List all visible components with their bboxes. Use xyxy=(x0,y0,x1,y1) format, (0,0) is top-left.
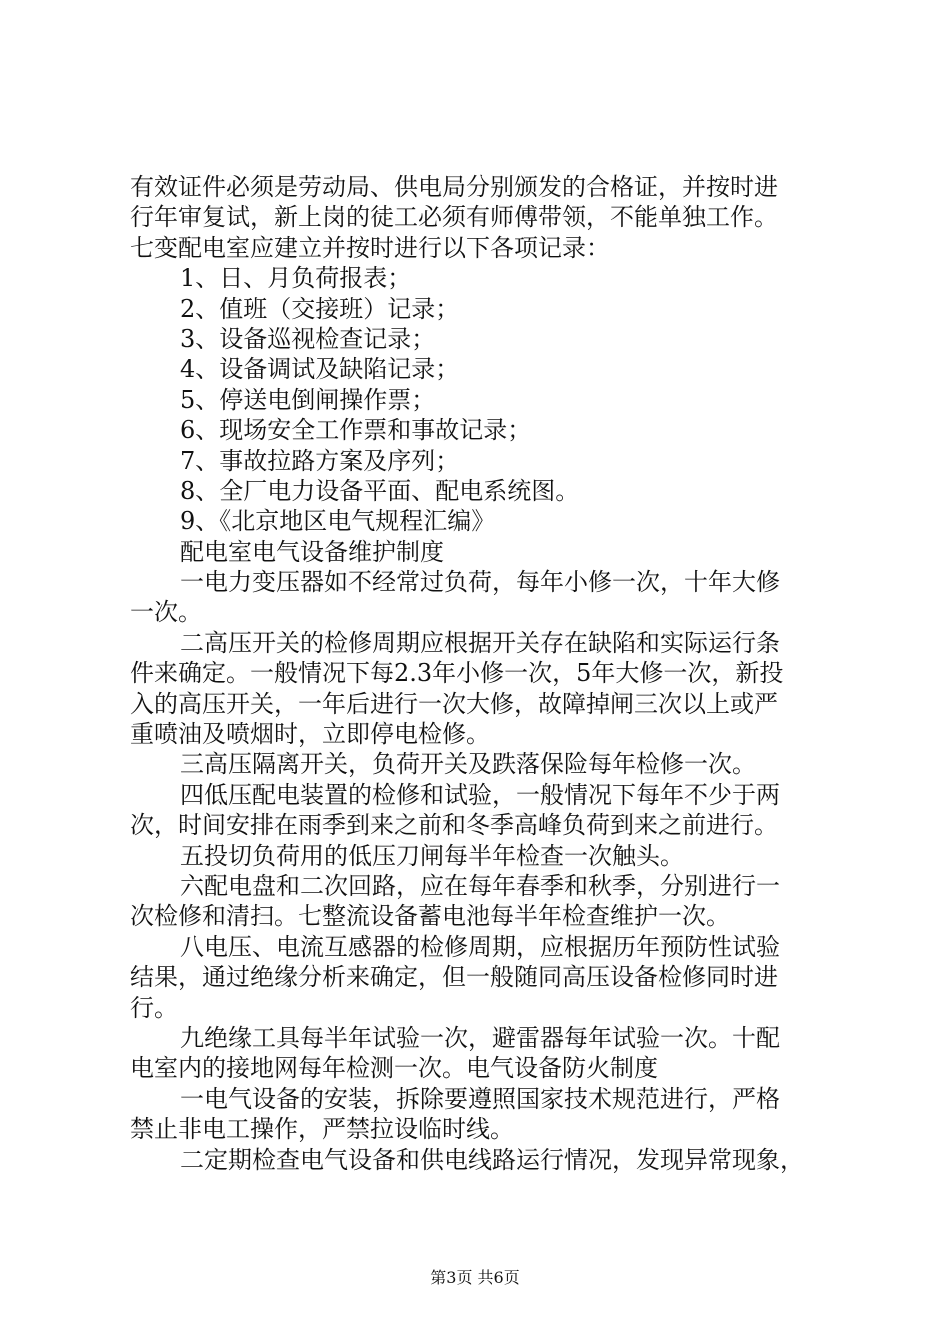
paragraph-line: 结果，通过绝缘分析来确定，但一般随同高压设备检修同时进 xyxy=(130,963,778,992)
paragraph-line: 7、事故拉路方案及序列； xyxy=(180,446,460,475)
paragraph-line: 重喷油及喷烟时，立即停电检修。 xyxy=(130,720,490,749)
paragraph-line: 七变配电室应建立并按时进行以下各项记录： xyxy=(130,233,610,262)
paragraph-line: 禁止非电工操作，严禁拉设临时线。 xyxy=(130,1115,514,1144)
page-number-label: 第3页 共6页 xyxy=(430,1268,520,1287)
paragraph-line: 8、全厂电力设备平面、配电系统图。 xyxy=(180,476,580,505)
paragraph-line: 3、设备巡视检查记录； xyxy=(180,324,436,353)
paragraph-line: 配电室电气设备维护制度 xyxy=(180,537,444,566)
paragraph-line: 6、现场安全工作票和事故记录； xyxy=(180,416,532,445)
paragraph-line: 二定期检查电气设备和供电线路运行情况，发现异常现象， xyxy=(180,1145,804,1174)
page-footer xyxy=(0,1268,950,1288)
paragraph-line: 4、设备调试及缺陷记录； xyxy=(180,355,460,384)
paragraph-line: 电室内的接地网每年检测一次。电气设备防火制度 xyxy=(130,1054,658,1083)
paragraph-line: 2、值班（交接班）记录； xyxy=(180,294,460,323)
paragraph-line: 八电压、电流互感器的检修周期，应根据历年预防性试验 xyxy=(180,932,780,961)
paragraph-line: 入的高压开关，一年后进行一次大修，故障掉闸三次以上或严 xyxy=(130,689,778,718)
paragraph-line: 四低压配电装置的检修和试验，一般情况下每年不少于两 xyxy=(180,780,780,809)
paragraph-line: 一次。 xyxy=(130,598,202,627)
document-body xyxy=(130,172,840,1175)
paragraph-line: 九绝缘工具每半年试验一次，避雷器每年试验一次。十配 xyxy=(180,1023,780,1052)
paragraph-line: 五投切负荷用的低压刀闸每半年检查一次触头。 xyxy=(180,841,684,870)
paragraph-line: 一电气设备的安装，拆除要遵照国家技术规范进行，严格 xyxy=(180,1084,780,1113)
paragraph-line: 件来确定。一般情况下每2.3年小修一次，5年大修一次，新投 xyxy=(130,659,784,688)
paragraph-line: 六配电盘和二次回路，应在每年春季和秋季，分别进行一 xyxy=(180,871,780,900)
paragraph-line: 行。 xyxy=(130,993,178,1022)
paragraph-line: 有效证件必须是劳动局、供电局分别颁发的合格证，并按时进 xyxy=(130,173,778,201)
paragraph-line: 次检修和清扫。七整流设备蓄电池每半年检查维护一次。 xyxy=(130,902,730,931)
paragraph-line: 5、停送电倒闸操作票； xyxy=(180,385,436,414)
paragraph-line: 次，时间安排在雨季到来之前和冬季高峰负荷到来之前进行。 xyxy=(130,811,778,840)
paragraph-line: 1、日、月负荷报表； xyxy=(180,264,412,293)
paragraph-line: 行年审复试，新上岗的徒工必须有师傅带领，不能单独工作。 xyxy=(130,203,778,232)
paragraph-line: 三高压隔离开关，负荷开关及跌落保险每年检修一次。 xyxy=(180,750,756,779)
paragraph-line: 一电力变压器如不经常过负荷，每年小修一次，十年大修 xyxy=(180,568,780,597)
paragraph-line: 二高压开关的检修周期应根据开关存在缺陷和实际运行条 xyxy=(180,628,780,657)
paragraph-line: 9、《北京地区电气规程汇编》 xyxy=(180,507,496,536)
